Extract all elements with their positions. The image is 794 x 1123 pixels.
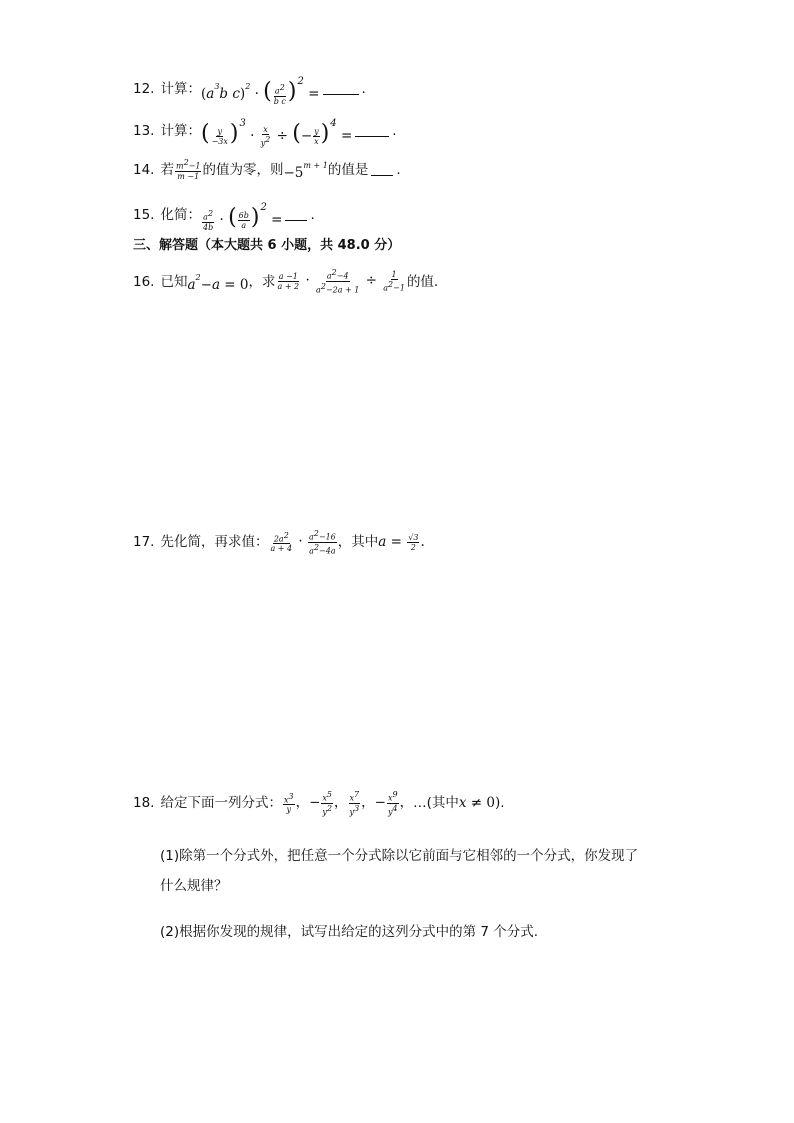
question-12: 12. 计算： ($a^3b$ c)$^2$ · ( $\frac{a^2}{\text{b c}}$ )$^2$ = . [133,72,366,106]
question-17: 17. 先化简，再求值： $\frac{2a^2}{a + 4}$ · $\frac{a^2-16}{a^2-4a}$ ，其中 a = $\frac{√3}{2}$ . [133,529,425,556]
question-number: 16. [133,273,155,290]
question-18-part-1: (1)除第一个分式外，把任意一个分式除以它前面与它相邻的一个分式，你发现了 [160,848,639,864]
answer-blank [355,124,389,137]
math-expression: ($a^3b$ c)$^2$ · ( $\frac{a^2}{\text{b c}}$ )$^2$ = [200,76,320,106]
math-expression: $\frac{2a^2}{a + 4}$ · $\frac{a^2-16}{a^2-4a}$ [270,529,336,556]
math-expression: $\frac{a -1}{a + 2}$ · $\frac{a^2-4}{a^2-2a + 1}$ ÷ $\frac{1}{a^2-1}$ [277,268,405,295]
math-expression: $a^2-a = 0$ [187,273,249,293]
question-number: 13. [133,122,155,139]
question-number: 15. [133,206,155,223]
question-18: 18. 给定下面一列分式： $\frac{x^3}{y}$ ，− $\frac{x^5}{y^2}$ ， $\frac{x^7}{y^3}$ ，− $\frac{x^9}{y^4}$ ， …(其中 x ≠ 0) . [133,790,505,817]
question-15: 15. 化简： $\frac{a^2}{4b}$ · ( $\frac{6b}{a}$ )$^2$ = . [133,198,315,232]
question-label: 计算： [160,122,201,139]
fraction: $\frac{m^2-1}{m -1}$ [175,158,201,181]
math-expression: $-5^{m + 1}$ [283,161,328,181]
question-18-part-2: (2)根据你发现的规律，试写出给定的这列分式中的第 7 个分式. [160,924,539,940]
math-expression: ( $\frac{y}{-3x}$ )$^3$ · $\frac{x}{y^2}$ ÷ (− $\frac{y}{x}$ )$^4$ = [200,118,353,148]
question-number: 18. [133,795,155,812]
math-expression: $\frac{x^3}{y}$ ，− $\frac{x^5}{y^2}$ ， $\frac{x^7}{y^3}$ ，− $\frac{x^9}{y^4}$ ， [283,790,414,817]
question-13: 13. 计算： ( $\frac{y}{-3x}$ )$^3$ · $\frac{x}{y^2}$ ÷ (− $\frac{y}{x}$ )$^4$ = . [133,114,397,148]
question-label: 化简： [160,206,201,223]
question-16: 16. 已知 $a^2-a = 0$ ，求 $\frac{a -1}{a + 2}$ · $\frac{a^2-4}{a^2-2a + 1}$ ÷ $\frac{1}{a^2-1}$ 的值. [133,268,439,295]
question-number: 17. [133,534,155,551]
question-18-part-1-cont: 什么规律？ [160,878,228,894]
question-number: 14. [133,161,155,178]
question-number: 12. [133,80,155,97]
question-label: 计算： [160,80,201,97]
answer-blank [285,208,307,221]
question-14: 14. 若 $\frac{m^2-1}{m -1}$ 的值为零，则 $-5^{m + 1}$ 的值是 . [133,156,401,183]
answer-blank [323,82,359,95]
math-expression: x ≠ 0) [458,795,501,812]
answer-blank [371,163,393,176]
math-expression: a = $\frac{√3}{2}$ . [378,533,425,553]
math-expression: $\frac{a^2}{4b}$ · ( $\frac{6b}{a}$ )$^2$ = [202,202,283,232]
section-title: 三、解答题（本大题共 6 小题，共 48.0 分） [133,238,401,253]
